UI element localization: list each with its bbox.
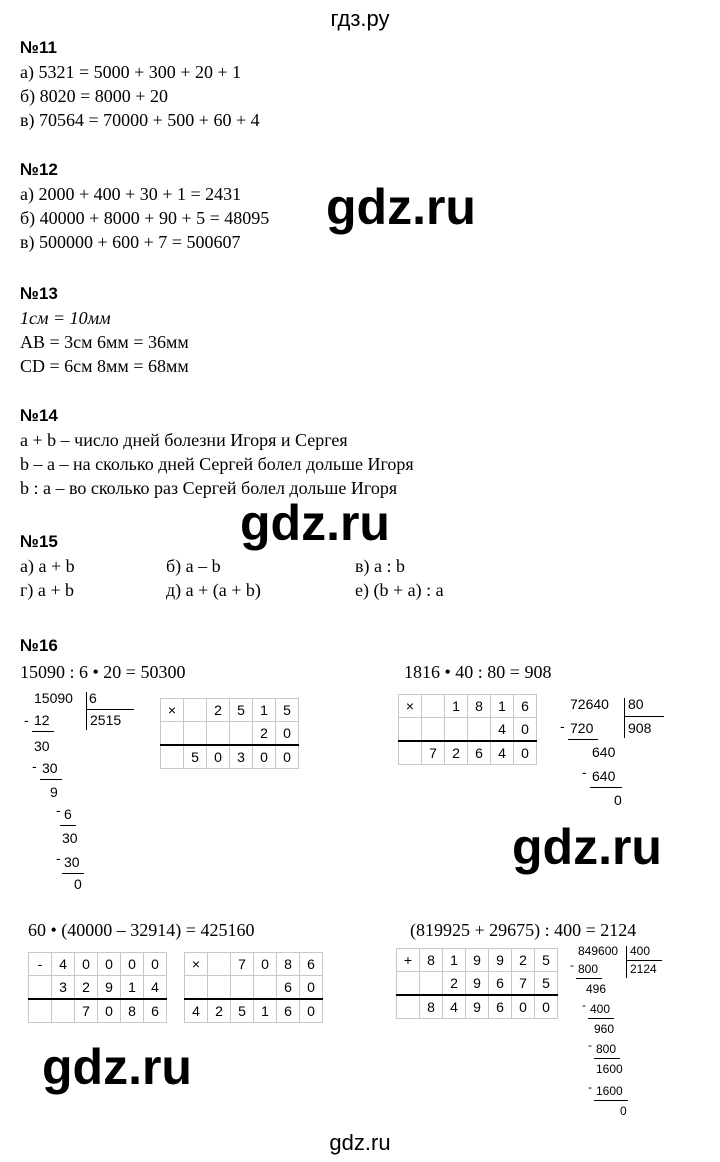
digit-cell: 4: [491, 741, 514, 765]
dividend: 72640: [570, 696, 609, 712]
digit-cell: 1: [121, 976, 144, 1000]
digit-cell: 0: [300, 999, 323, 1023]
digit-cell: 5: [276, 699, 299, 722]
digit-cell: 5: [230, 699, 253, 722]
operator-sign: ×: [161, 699, 184, 722]
task-12-line: в) 500000 + 600 + 7 = 500607: [20, 232, 241, 252]
task-15-item: в) a : b: [355, 556, 405, 576]
divisor: 400: [630, 944, 651, 958]
digit-cell: 8: [420, 995, 443, 1019]
operator-sign: ×: [185, 953, 208, 976]
watermark: gdz.ru: [326, 179, 476, 235]
digit-cell: 9: [466, 972, 489, 996]
quotient: 908: [628, 720, 652, 736]
remainder: 0: [74, 876, 82, 892]
partial: 12: [34, 712, 50, 728]
task-13-line: 1см = 10мм: [20, 308, 111, 328]
empty-cell: [422, 718, 445, 742]
partial: 720: [570, 720, 594, 736]
digit-cell: 2: [207, 699, 230, 722]
digit-cell: 5: [231, 999, 254, 1023]
digit-cell: 0: [98, 999, 121, 1023]
digit-cell: 6: [277, 976, 300, 1000]
partial: 30: [62, 830, 78, 846]
addition-grid: [396, 948, 558, 1019]
partial: 1600: [596, 1084, 623, 1098]
digit-cell: 0: [144, 953, 167, 976]
task-13-line: CD = 6см 8мм = 68мм: [20, 356, 189, 376]
digit-cell: 4: [443, 995, 466, 1019]
empty-cell: [399, 718, 422, 742]
digit-cell: 6: [489, 972, 512, 996]
task-11-line: в) 70564 = 70000 + 500 + 60 + 4: [20, 110, 260, 130]
task-15-item: д) a + (a + b): [166, 580, 261, 600]
digit-cell: 3: [52, 976, 75, 1000]
digit-cell: 1: [253, 699, 276, 722]
digit-cell: 4: [491, 718, 514, 742]
digit-cell: 0: [276, 745, 299, 769]
digit-cell: 5: [535, 972, 558, 996]
empty-cell: [420, 972, 443, 996]
task-14-title: №14: [20, 406, 58, 425]
task-14-line: b : a – во сколько раз Сергей болел дольше Игоря: [20, 478, 398, 498]
operator-sign: -: [29, 953, 52, 976]
empty-cell: [161, 745, 184, 769]
partial: 640: [592, 768, 616, 784]
digit-cell: 0: [514, 718, 537, 742]
site-header: гдз.ру: [330, 6, 390, 31]
digit-cell: 8: [121, 999, 144, 1023]
task-15-item: б) a – b: [166, 556, 221, 576]
digit-cell: 0: [207, 745, 230, 769]
empty-cell: [52, 999, 75, 1023]
digit-cell: 1: [491, 695, 514, 718]
empty-cell: [231, 976, 254, 1000]
digit-cell: 6: [489, 995, 512, 1019]
task-15-title: №15: [20, 532, 58, 551]
task-13-title: №13: [20, 284, 58, 303]
quotient: 2515: [90, 712, 122, 728]
digit-cell: 9: [489, 949, 512, 972]
task-11-line: а) 5321 = 5000 + 300 + 20 + 1: [20, 62, 242, 82]
digit-cell: 4: [52, 953, 75, 976]
watermark: gdz.ru: [512, 819, 662, 875]
digit-cell: 0: [512, 995, 535, 1019]
empty-cell: [230, 722, 253, 746]
multiplication-grid-1: [160, 698, 299, 769]
digit-cell: 6: [144, 999, 167, 1023]
task-15-item: е) (b + a) : a: [355, 580, 444, 600]
task-15-item: г) a + b: [20, 580, 75, 600]
equation: 1816 • 40 : 80 = 908: [404, 662, 552, 682]
digit-cell: 5: [535, 949, 558, 972]
partial: 9: [50, 784, 58, 800]
task-12-line: б) 40000 + 8000 + 90 + 5 = 48095: [20, 208, 270, 228]
remainder: 0: [620, 1104, 627, 1118]
digit-cell: 6: [277, 999, 300, 1023]
quotient: 2124: [630, 962, 657, 976]
task-14-line: a + b – число дней болезни Игоря и Сергея: [20, 430, 348, 450]
digit-cell: 2: [75, 976, 98, 1000]
empty-cell: [397, 995, 420, 1019]
digit-cell: 6: [514, 695, 537, 718]
digit-cell: 2: [443, 972, 466, 996]
task-13-line: AB = 3см 6мм = 36мм: [20, 332, 189, 352]
equation: 60 • (40000 – 32914) = 425160: [28, 920, 255, 940]
digit-cell: 1: [443, 949, 466, 972]
empty-cell: [184, 722, 207, 746]
dividend: 15090: [34, 690, 73, 706]
empty-cell: [184, 699, 207, 722]
task-12-title: №12: [20, 160, 58, 179]
multiplication-grid-2: [398, 694, 537, 765]
digit-cell: 7: [422, 741, 445, 765]
empty-cell: [399, 741, 422, 765]
digit-cell: 4: [185, 999, 208, 1023]
empty-cell: [254, 976, 277, 1000]
equation: 15090 : 6 • 20 = 50300: [20, 662, 186, 682]
digit-cell: 0: [514, 741, 537, 765]
task-12-line: а) 2000 + 400 + 30 + 1 = 2431: [20, 184, 242, 204]
digit-cell: 7: [231, 953, 254, 976]
digit-cell: 1: [254, 999, 277, 1023]
digit-cell: 9: [98, 976, 121, 1000]
partial: 1600: [596, 1062, 623, 1076]
digit-cell: 2: [208, 999, 231, 1023]
digit-cell: 0: [121, 953, 144, 976]
digit-cell: 0: [253, 745, 276, 769]
partial: 960: [594, 1022, 615, 1036]
digit-cell: 5: [184, 745, 207, 769]
task-16-title: №16: [20, 636, 58, 655]
digit-cell: 3: [230, 745, 253, 769]
partial: 800: [578, 962, 599, 976]
subtraction-grid: [28, 952, 167, 1023]
digit-cell: 4: [144, 976, 167, 1000]
remainder: 0: [614, 792, 622, 808]
empty-cell: [29, 976, 52, 1000]
empty-cell: [468, 718, 491, 742]
dividend: 849600: [578, 944, 619, 958]
empty-cell: [185, 976, 208, 1000]
digit-cell: 9: [466, 995, 489, 1019]
empty-cell: [397, 972, 420, 996]
digit-cell: 6: [468, 741, 491, 765]
watermark: gdz.ru: [42, 1039, 192, 1095]
site-footer: gdz.ru: [329, 1130, 391, 1155]
partial: 30: [34, 738, 50, 754]
empty-cell: [207, 722, 230, 746]
partial: 800: [596, 1042, 617, 1056]
watermark: gdz.ru: [240, 495, 390, 551]
divisor: 80: [628, 696, 644, 712]
digit-cell: 0: [254, 953, 277, 976]
digit-cell: 8: [420, 949, 443, 972]
digit-cell: 8: [277, 953, 300, 976]
digit-cell: 6: [300, 953, 323, 976]
digit-cell: 1: [445, 695, 468, 718]
equation: (819925 + 29675) : 400 = 2124: [410, 920, 637, 940]
empty-cell: [422, 695, 445, 718]
operator-sign: ×: [399, 695, 422, 718]
empty-cell: [445, 718, 468, 742]
digit-cell: 8: [468, 695, 491, 718]
digit-cell: 2: [445, 741, 468, 765]
partial: 640: [592, 744, 616, 760]
task-11-title: №11: [20, 38, 57, 57]
digit-cell: 0: [276, 722, 299, 746]
partial: 6: [64, 806, 72, 822]
partial: 400: [590, 1002, 611, 1016]
partial: 496: [586, 982, 607, 996]
digit-cell: 7: [512, 972, 535, 996]
operator-sign: +: [397, 949, 420, 972]
empty-cell: [161, 722, 184, 746]
digit-cell: 9: [466, 949, 489, 972]
divisor: 6: [89, 690, 97, 706]
task-14-line: b – a – на сколько дней Сергей болел дольше Игоря: [20, 454, 414, 474]
partial: 30: [64, 854, 80, 870]
partial: 30: [42, 760, 58, 776]
digit-cell: 0: [300, 976, 323, 1000]
empty-cell: [208, 953, 231, 976]
digit-cell: 2: [512, 949, 535, 972]
empty-cell: [208, 976, 231, 1000]
task-15-item: а) a + b: [20, 556, 75, 576]
multiplication-grid-3: [184, 952, 323, 1023]
digit-cell: 0: [75, 953, 98, 976]
empty-cell: [29, 999, 52, 1023]
task-11-line: б) 8020 = 8000 + 20: [20, 86, 168, 106]
digit-cell: 0: [535, 995, 558, 1019]
digit-cell: 7: [75, 999, 98, 1023]
digit-cell: 2: [253, 722, 276, 746]
digit-cell: 0: [98, 953, 121, 976]
